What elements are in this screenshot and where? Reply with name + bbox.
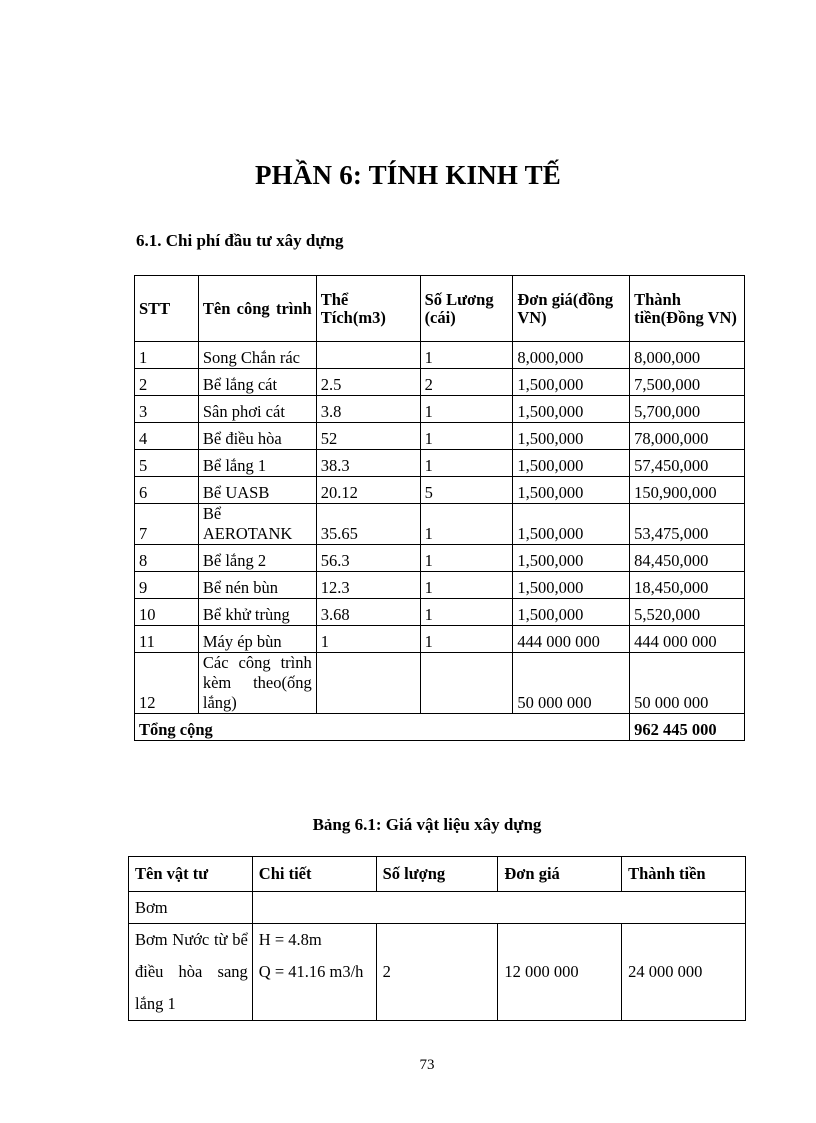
- cell-quantity: [420, 653, 513, 714]
- total-value: 962 445 000: [630, 714, 745, 741]
- table-header-row: [135, 276, 745, 342]
- table-row: [135, 504, 745, 545]
- table-row: [135, 477, 745, 504]
- cell-volume: [316, 653, 420, 714]
- table-caption: Bảng 6.1: Giá vật liệu xây dựng: [312, 815, 542, 834]
- table-row: [135, 369, 745, 396]
- cell-volume: 3.8: [316, 396, 420, 423]
- cell-name: Bể AEROTANK: [198, 504, 316, 545]
- cell-total: 5,700,000: [630, 396, 745, 423]
- table-row: [135, 450, 745, 477]
- construction-cost-table: [134, 275, 745, 741]
- cell-quantity: 2: [420, 369, 513, 396]
- cell-name: Bể nén bùn: [198, 572, 316, 599]
- cell-unit-price: 1,500,000: [513, 477, 630, 504]
- cell-name: Bể khử trùng: [198, 599, 316, 626]
- table-body: [135, 342, 745, 714]
- cell-total: 57,450,000: [630, 450, 745, 477]
- cell-quantity: 1: [420, 396, 513, 423]
- cell-unit-price: 8,000,000: [513, 342, 630, 369]
- cell-unit-price: 50 000 000: [513, 653, 630, 714]
- cell-stt: 12: [135, 653, 199, 714]
- cell-stt: 7: [135, 504, 199, 545]
- cell-name: Bể UASB: [198, 477, 316, 504]
- header-quantity: Số Lương (cái): [420, 276, 513, 342]
- cell-volume: 20.12: [316, 477, 420, 504]
- cell-volume: [316, 342, 420, 369]
- cell-total: 444 000 000: [630, 626, 745, 653]
- cell-stt: 3: [135, 396, 199, 423]
- cell-unit-price: 1,500,000: [513, 504, 630, 545]
- cell-quantity: 1: [420, 626, 513, 653]
- cell-stt: 4: [135, 423, 199, 450]
- cell-stt: 8: [135, 545, 199, 572]
- cell-total: 78,000,000: [630, 423, 745, 450]
- cell-total: 150,900,000: [630, 477, 745, 504]
- cell-quantity: 1: [420, 450, 513, 477]
- cell-stt: 2: [135, 369, 199, 396]
- cell-volume: 2.5: [316, 369, 420, 396]
- header-unit-price: Đơn giá: [498, 857, 622, 892]
- table-row: [135, 599, 745, 626]
- group-empty: [252, 892, 745, 924]
- cell-stt: 5: [135, 450, 199, 477]
- total-row: [135, 714, 745, 741]
- cell-quantity: 5: [420, 477, 513, 504]
- table-header-row: [129, 857, 746, 892]
- cell-unit-price: 1,500,000: [513, 599, 630, 626]
- material-detail: [252, 924, 376, 1021]
- cell-total: 5,520,000: [630, 599, 745, 626]
- cell-total: 50 000 000: [630, 653, 745, 714]
- cell-stt: 10: [135, 599, 199, 626]
- cell-unit-price: 1,500,000: [513, 369, 630, 396]
- cell-name: Bể lắng 2: [198, 545, 316, 572]
- cell-stt: 9: [135, 572, 199, 599]
- header-material: Tên vật tư: [129, 857, 253, 892]
- material-unit-price: 12 000 000: [498, 924, 622, 1021]
- header-unit-price: Đơn giá(đồng VN): [513, 276, 630, 342]
- header-name: Tên công trình: [198, 276, 316, 342]
- total-label: Tổng cộng: [135, 714, 630, 741]
- detail-q: Q = 41.16 m3/h: [258, 962, 364, 981]
- header-quantity: Số lượng: [376, 857, 498, 892]
- cell-unit-price: 1,500,000: [513, 450, 630, 477]
- table-row: [135, 572, 745, 599]
- cell-volume: 52: [316, 423, 420, 450]
- group-row: [129, 892, 746, 924]
- cell-name: Máy ép bùn: [198, 626, 316, 653]
- cell-stt: 1: [135, 342, 199, 369]
- table-row: [129, 924, 746, 1021]
- group-label: Bơm: [129, 892, 253, 924]
- cell-quantity: 1: [420, 423, 513, 450]
- cell-name: Sân phơi cát: [198, 396, 316, 423]
- cell-volume: 12.3: [316, 572, 420, 599]
- header-stt: STT: [135, 276, 199, 342]
- detail-h: H = 4.8m: [258, 930, 322, 949]
- cell-name: Bể lắng 1: [198, 450, 316, 477]
- cell-volume: 1: [316, 626, 420, 653]
- table-row: [135, 342, 745, 369]
- cell-quantity: 1: [420, 572, 513, 599]
- cell-total: 53,475,000: [630, 504, 745, 545]
- table-row: [135, 653, 745, 714]
- cell-name: Các công trình kèm theo(ống lắng): [198, 653, 316, 714]
- page-title: PHẦN 6: TÍNH KINH TẾ: [254, 160, 562, 190]
- material-quantity: 2: [376, 924, 498, 1021]
- cell-unit-price: 444 000 000: [513, 626, 630, 653]
- cell-stt: 6: [135, 477, 199, 504]
- header-total: Thành tiền(Đồng VN): [630, 276, 745, 342]
- header-volume: Thể Tích(m3): [316, 276, 420, 342]
- cell-volume: 56.3: [316, 545, 420, 572]
- cell-quantity: 1: [420, 545, 513, 572]
- cell-name: Bể lắng cát: [198, 369, 316, 396]
- table-row: [135, 545, 745, 572]
- cell-name: Bể điều hòa: [198, 423, 316, 450]
- cell-total: 8,000,000: [630, 342, 745, 369]
- header-total: Thành tiền: [622, 857, 746, 892]
- header-detail: Chi tiết: [252, 857, 376, 892]
- cell-unit-price: 1,500,000: [513, 423, 630, 450]
- table-row: [135, 423, 745, 450]
- material-name: Bơm Nước từ bể điều hòa sang lắng 1: [129, 924, 253, 1021]
- cell-total: 18,450,000: [630, 572, 745, 599]
- cell-quantity: 1: [420, 342, 513, 369]
- cell-unit-price: 1,500,000: [513, 545, 630, 572]
- material-total: 24 000 000: [622, 924, 746, 1021]
- material-price-table: [128, 856, 746, 1021]
- cell-total: 7,500,000: [630, 369, 745, 396]
- section-heading: 6.1. Chi phí đầu tư xây dựng: [136, 231, 344, 250]
- cell-quantity: 1: [420, 504, 513, 545]
- page-number: 73: [419, 1057, 435, 1073]
- cell-volume: 35.65: [316, 504, 420, 545]
- cell-name: Song Chắn rác: [198, 342, 316, 369]
- table-row: [135, 396, 745, 423]
- cell-total: 84,450,000: [630, 545, 745, 572]
- cell-unit-price: 1,500,000: [513, 396, 630, 423]
- cell-volume: 3.68: [316, 599, 420, 626]
- table-row: [135, 626, 745, 653]
- cell-stt: 11: [135, 626, 199, 653]
- cell-unit-price: 1,500,000: [513, 572, 630, 599]
- cell-volume: 38.3: [316, 450, 420, 477]
- cell-quantity: 1: [420, 599, 513, 626]
